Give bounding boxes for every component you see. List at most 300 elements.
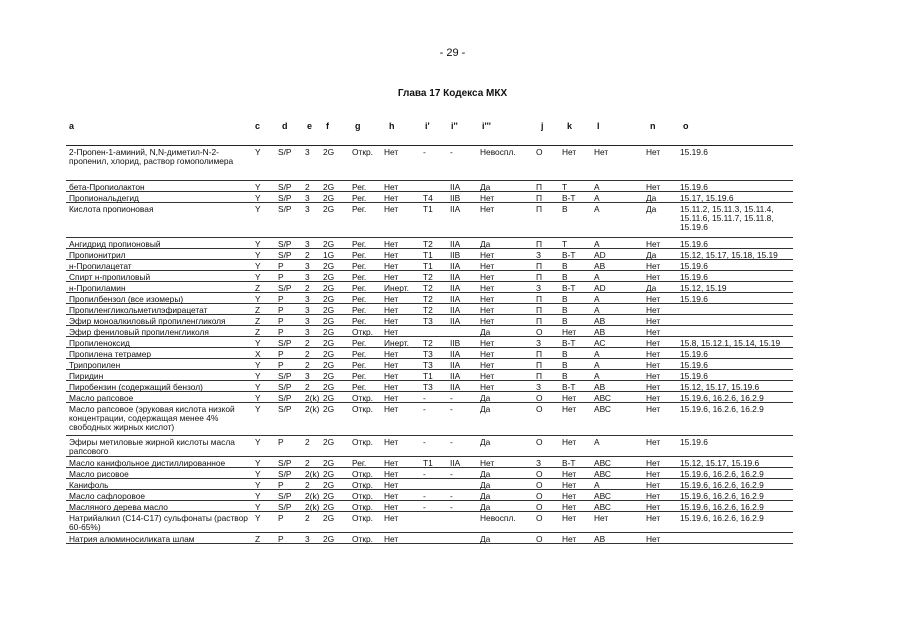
- cell-d: P: [278, 294, 284, 304]
- cell-j: З: [536, 382, 542, 392]
- cell-g: Рег.: [352, 349, 367, 359]
- cell-j: П: [536, 371, 543, 381]
- cell-k: В: [562, 305, 568, 315]
- cell-f: 2G: [323, 193, 335, 203]
- table-row: [66, 370, 793, 381]
- cell-d: P: [278, 534, 284, 544]
- cell-i3: Нет: [480, 272, 495, 282]
- cell-e: 2: [305, 437, 310, 447]
- cell-d: P: [278, 513, 284, 523]
- table-row: [66, 181, 793, 192]
- cell-k: В-Т: [562, 250, 576, 260]
- cell-i3: Нет: [480, 283, 495, 293]
- cell-h: Нет: [384, 502, 399, 512]
- cell-e: 2: [305, 349, 310, 359]
- cell-i3: Нет: [480, 261, 495, 271]
- cell-i2: IIA: [450, 305, 461, 315]
- cell-a: Пропилена тетрамер: [69, 349, 152, 359]
- cell-n: Нет: [646, 458, 661, 468]
- cell-l: АВ: [594, 534, 606, 544]
- cell-n: Да: [646, 283, 657, 293]
- cell-n: Нет: [646, 316, 661, 326]
- cell-e: 3: [305, 261, 310, 271]
- cell-a: Ангидрид пропионовый: [69, 239, 161, 249]
- cell-f: 2G: [323, 327, 335, 337]
- cell-i1: -: [423, 147, 426, 157]
- cell-n: Нет: [646, 371, 661, 381]
- column-header-i2: i'': [451, 121, 458, 131]
- cell-i1: -: [423, 393, 426, 403]
- cell-i2: -: [450, 502, 453, 512]
- table-row: [66, 468, 793, 479]
- cell-a: Эфир моноалкиловый пропиленгликоля: [69, 316, 226, 326]
- cell-c: Y: [255, 239, 261, 249]
- cell-c: Y: [255, 338, 261, 348]
- column-header-j: j: [541, 121, 544, 131]
- cell-k: В: [562, 294, 568, 304]
- cell-k: Нет: [562, 437, 577, 447]
- cell-h: Нет: [384, 272, 399, 282]
- cell-l: АС: [594, 338, 606, 348]
- table-row: [66, 326, 793, 337]
- cell-g: Рег.: [352, 204, 367, 214]
- cell-c: Y: [255, 404, 261, 414]
- cell-o: 15.19.6, 16.2.6, 16.2.9: [680, 491, 764, 501]
- cell-k: Нет: [562, 327, 577, 337]
- column-header-d: d: [282, 121, 288, 131]
- cell-j: О: [536, 480, 543, 490]
- table-row: [66, 457, 793, 468]
- cell-e: 2: [305, 182, 310, 192]
- column-header-h: h: [389, 121, 395, 131]
- cell-a: Эфиры метиловые жирной кислоты масла рапсового: [69, 437, 235, 456]
- cell-k: Нет: [562, 404, 577, 414]
- cell-f: 2G: [323, 272, 335, 282]
- cell-c: Y: [255, 371, 261, 381]
- cell-k: В-Т: [562, 338, 576, 348]
- cell-i3: Да: [480, 393, 491, 403]
- cell-j: З: [536, 250, 542, 260]
- cell-i2: IIA: [450, 182, 461, 192]
- cell-c: Z: [255, 316, 261, 326]
- cell-a: Пропилбензол (все изомеры): [69, 294, 184, 304]
- cell-g: Рег.: [352, 382, 367, 392]
- cell-i3: Да: [480, 469, 491, 479]
- cell-i1: Т3: [423, 382, 433, 392]
- table-row: [66, 392, 793, 403]
- cell-o: 15.19.6, 16.2.6, 16.2.9: [680, 469, 764, 479]
- cell-g: Рег.: [352, 360, 367, 370]
- cell-i1: Т2: [423, 338, 433, 348]
- cell-h: Нет: [384, 327, 399, 337]
- cell-f: 2G: [323, 305, 335, 315]
- cell-k: Нет: [562, 147, 577, 157]
- cell-f: 2G: [323, 371, 335, 381]
- cell-l: АВ: [594, 327, 606, 337]
- table-row: [66, 249, 793, 260]
- cell-g: Рег.: [352, 272, 367, 282]
- cell-g: Рег.: [352, 305, 367, 315]
- cell-o: 15.12, 15.17, 15.19.6: [680, 458, 760, 468]
- cell-c: Y: [255, 382, 261, 392]
- table-row: [66, 238, 793, 249]
- cell-j: О: [536, 147, 543, 157]
- cell-f: 2G: [323, 534, 335, 544]
- cell-d: S/P: [278, 182, 292, 192]
- cell-e: 3: [305, 147, 310, 157]
- cell-d: S/P: [278, 371, 292, 381]
- cell-j: П: [536, 294, 543, 304]
- cell-k: Нет: [562, 480, 577, 490]
- cell-h: Инерт.: [384, 338, 410, 348]
- cell-c: Z: [255, 534, 261, 544]
- cell-i2: -: [450, 147, 453, 157]
- cell-n: Нет: [646, 272, 661, 282]
- cell-g: Откр.: [352, 393, 373, 403]
- cell-d: S/P: [278, 250, 292, 260]
- cell-n: Нет: [646, 294, 661, 304]
- table-row: [66, 192, 793, 203]
- cell-i3: Нет: [480, 371, 495, 381]
- cell-i1: Т1: [423, 261, 433, 271]
- cell-d: S/P: [278, 382, 292, 392]
- cell-n: Нет: [646, 469, 661, 479]
- cell-c: Y: [255, 147, 261, 157]
- cell-n: Нет: [646, 502, 661, 512]
- cell-i2: -: [450, 491, 453, 501]
- cell-h: Нет: [384, 371, 399, 381]
- cell-i2: IIA: [450, 349, 461, 359]
- cell-d: S/P: [278, 393, 292, 403]
- cell-j: О: [536, 404, 543, 414]
- cell-k: Нет: [562, 491, 577, 501]
- cell-n: Нет: [646, 338, 661, 348]
- cell-i3: Да: [480, 480, 491, 490]
- cell-h: Нет: [384, 204, 399, 214]
- cell-e: 2: [305, 480, 310, 490]
- cell-i3: Нет: [480, 360, 495, 370]
- cell-j: П: [536, 272, 543, 282]
- cell-n: Нет: [646, 182, 661, 192]
- cell-c: Y: [255, 250, 261, 260]
- table-row: [66, 490, 793, 501]
- cell-l: AD: [594, 283, 606, 293]
- cell-i1: -: [423, 404, 426, 414]
- cell-i3: Да: [480, 502, 491, 512]
- cell-j: П: [536, 349, 543, 359]
- cell-a: н-Пропилацетат: [69, 261, 132, 271]
- cell-i2: IIA: [450, 204, 461, 214]
- cell-f: 2G: [323, 261, 335, 271]
- cell-i1: Т1: [423, 371, 433, 381]
- cell-d: P: [278, 261, 284, 271]
- cell-h: Нет: [384, 491, 399, 501]
- cell-e: 2(k): [305, 469, 320, 479]
- cell-n: Да: [646, 193, 657, 203]
- cell-d: S/P: [278, 502, 292, 512]
- column-header-f: f: [326, 121, 329, 131]
- cell-j: П: [536, 360, 543, 370]
- cell-c: X: [255, 349, 261, 359]
- page-number: - 29 -: [439, 47, 466, 59]
- cell-a: Масло рапсовое (эруковая кислота низкой концентрации, содержащая менее 4% свободных жирных кислот): [69, 404, 235, 432]
- cell-i1: Т1: [423, 250, 433, 260]
- cell-l: АВС: [594, 502, 611, 512]
- cell-h: Нет: [384, 404, 399, 414]
- cell-a: Пиробензин (содержащий бензол): [69, 382, 203, 392]
- cell-j: З: [536, 458, 542, 468]
- cell-i2: -: [450, 393, 453, 403]
- column-header-n: n: [650, 121, 656, 131]
- cell-e: 2: [305, 250, 310, 260]
- cell-o: 15.19.6: [680, 182, 708, 192]
- table-row: [66, 403, 793, 436]
- cell-k: Т: [562, 239, 568, 249]
- cell-i1: -: [423, 469, 426, 479]
- table-row: [66, 293, 793, 304]
- cell-i3: Нет: [480, 382, 495, 392]
- cell-e: 3: [305, 305, 310, 315]
- cell-h: Нет: [384, 480, 399, 490]
- cell-j: З: [536, 283, 542, 293]
- cell-e: 3: [305, 272, 310, 282]
- cell-l: А: [594, 182, 600, 192]
- cell-l: АВС: [594, 458, 611, 468]
- cell-c: Z: [255, 327, 261, 337]
- cell-l: А: [594, 272, 600, 282]
- cell-k: В: [562, 360, 568, 370]
- cell-a: н-Пропиламин: [69, 283, 126, 293]
- column-header-o: o: [683, 121, 689, 131]
- cell-n: Нет: [646, 239, 661, 249]
- cell-l: А: [594, 239, 600, 249]
- cell-n: Нет: [646, 305, 661, 315]
- cell-g: Рег.: [352, 458, 367, 468]
- table-row: [66, 381, 793, 392]
- cell-o: 15.19.6: [680, 349, 708, 359]
- cell-j: О: [536, 502, 543, 512]
- cell-a: Кислота пропионовая: [69, 204, 154, 214]
- table-row: [66, 337, 793, 348]
- column-header-l: l: [597, 121, 600, 131]
- cell-h: Нет: [384, 437, 399, 447]
- cell-j: П: [536, 182, 543, 192]
- cell-k: В-Т: [562, 193, 576, 203]
- cell-i2: IIA: [450, 360, 461, 370]
- cell-i1: Т2: [423, 239, 433, 249]
- cell-g: Откр.: [352, 327, 373, 337]
- cell-h: Нет: [384, 182, 399, 192]
- cell-a: 2-Пропен-1-аминий, N,N-диметил-N-2-пропенил, хлорид, раствор гомополимера: [69, 147, 234, 166]
- cell-g: Откр.: [352, 437, 373, 447]
- cell-f: 2G: [323, 393, 335, 403]
- cell-e: 3: [305, 534, 310, 544]
- cell-f: 2G: [323, 382, 335, 392]
- cell-e: 2: [305, 360, 310, 370]
- cell-h: Нет: [384, 360, 399, 370]
- cell-k: В: [562, 371, 568, 381]
- cell-i3: Нет: [480, 458, 495, 468]
- cell-f: 2G: [323, 239, 335, 249]
- cell-f: 2G: [323, 404, 335, 414]
- cell-o: 15.19.6, 16.2.6, 16.2.9: [680, 480, 764, 490]
- cell-l: АВС: [594, 393, 611, 403]
- cell-g: Рег.: [352, 250, 367, 260]
- cell-i3: Нет: [480, 305, 495, 315]
- cell-l: А: [594, 480, 600, 490]
- cell-g: Откр.: [352, 491, 373, 501]
- cell-a: Спирт н-пропиловый: [69, 272, 151, 282]
- cell-d: S/P: [278, 458, 292, 468]
- cell-e: 3: [305, 193, 310, 203]
- cell-l: А: [594, 305, 600, 315]
- cell-e: 2(k): [305, 393, 320, 403]
- column-header-a: a: [69, 121, 75, 131]
- column-header-i1: i': [425, 121, 430, 131]
- cell-c: Y: [255, 437, 261, 447]
- cell-i3: Да: [480, 182, 491, 192]
- document-title: Глава 17 Кодекса МКХ: [397, 88, 508, 99]
- cell-i3: Нет: [480, 316, 495, 326]
- cell-f: 2G: [323, 437, 335, 447]
- cell-l: А: [594, 437, 600, 447]
- cell-i1: Т3: [423, 360, 433, 370]
- cell-h: Нет: [384, 316, 399, 326]
- cell-k: В-Т: [562, 382, 576, 392]
- cell-c: Y: [255, 204, 261, 214]
- cell-a: Трипропилен: [69, 360, 121, 370]
- cell-i3: Да: [480, 327, 491, 337]
- cell-i3: Нет: [480, 338, 495, 348]
- cell-l: АВ: [594, 261, 606, 271]
- cell-n: Нет: [646, 147, 661, 157]
- cell-j: З: [536, 338, 542, 348]
- cell-n: Нет: [646, 513, 661, 523]
- cell-k: В-Т: [562, 458, 576, 468]
- cell-d: S/P: [278, 283, 292, 293]
- cell-a: Масло рисовое: [69, 469, 129, 479]
- table-row: [66, 359, 793, 370]
- cell-j: О: [536, 513, 543, 523]
- cell-i1: Т3: [423, 349, 433, 359]
- cell-j: П: [536, 204, 543, 214]
- cell-a: Масло рапсовое: [69, 393, 134, 403]
- cell-c: Y: [255, 272, 261, 282]
- cell-d: P: [278, 327, 284, 337]
- table-row: [66, 260, 793, 271]
- cell-l: АВС: [594, 469, 611, 479]
- cell-k: Нет: [562, 469, 577, 479]
- cell-o: 15.19.6: [680, 147, 708, 157]
- cell-k: В: [562, 316, 568, 326]
- cell-c: Y: [255, 294, 261, 304]
- cell-a: бета-Пропиолактон: [69, 182, 145, 192]
- cell-f: 2G: [323, 316, 335, 326]
- cell-o: 15.19.6, 16.2.6, 16.2.9: [680, 404, 764, 414]
- cell-c: Y: [255, 182, 261, 192]
- column-header-k: k: [567, 121, 573, 131]
- cell-i1: -: [423, 502, 426, 512]
- cell-n: Нет: [646, 261, 661, 271]
- cell-i3: Нет: [480, 349, 495, 359]
- cell-a: Масло канифольное дистиллированное: [69, 458, 226, 468]
- cell-i3: Нет: [480, 250, 495, 260]
- cell-i1: Т2: [423, 272, 433, 282]
- cell-g: Рег.: [352, 283, 367, 293]
- cell-c: Y: [255, 261, 261, 271]
- cell-j: О: [536, 437, 543, 447]
- cell-e: 3: [305, 239, 310, 249]
- cell-h: Нет: [384, 261, 399, 271]
- cell-i2: IIA: [450, 294, 461, 304]
- cell-e: 3: [305, 316, 310, 326]
- cell-i2: IIA: [450, 371, 461, 381]
- cell-h: Нет: [384, 250, 399, 260]
- table-row: [66, 304, 793, 315]
- cell-o: 15.19.6, 16.2.6, 16.2.9: [680, 513, 764, 523]
- cell-f: 2G: [323, 491, 335, 501]
- cell-a: Пропиленгликольметилэфирацетат: [69, 305, 208, 315]
- cell-o: 15.19.6: [680, 360, 708, 370]
- cell-o: 15.19.6, 16.2.6, 16.2.9: [680, 393, 764, 403]
- cell-o: 15.19.6: [680, 294, 708, 304]
- cell-l: А: [594, 360, 600, 370]
- column-headers: [0, 121, 905, 135]
- cell-f: 2G: [323, 147, 335, 157]
- cargo-table: [66, 145, 793, 544]
- cell-c: Y: [255, 480, 261, 490]
- cell-d: P: [278, 349, 284, 359]
- cell-h: Нет: [384, 382, 399, 392]
- cell-l: АВ: [594, 382, 606, 392]
- cell-i3: Да: [480, 404, 491, 414]
- cell-h: Нет: [384, 469, 399, 479]
- cell-o: 15.19.6: [680, 239, 708, 249]
- cell-f: 2G: [323, 513, 335, 523]
- cell-h: Нет: [384, 239, 399, 249]
- cell-f: 2G: [323, 502, 335, 512]
- cell-c: Y: [255, 491, 261, 501]
- cell-d: S/P: [278, 338, 292, 348]
- cell-f: 1G: [323, 250, 335, 260]
- cell-e: 2: [305, 513, 310, 523]
- cell-k: В: [562, 261, 568, 271]
- cell-e: 2(k): [305, 491, 320, 501]
- cell-k: В: [562, 272, 568, 282]
- cell-i2: -: [450, 437, 453, 447]
- cell-i3: Невоспл.: [480, 147, 516, 157]
- cell-n: Нет: [646, 393, 661, 403]
- cell-j: О: [536, 491, 543, 501]
- table-row: [66, 315, 793, 326]
- column-header-i3: i''': [482, 121, 491, 131]
- cell-k: В: [562, 349, 568, 359]
- cell-j: О: [536, 327, 543, 337]
- cell-i2: IIA: [450, 261, 461, 271]
- cell-d: S/P: [278, 491, 292, 501]
- cell-i1: Т2: [423, 283, 433, 293]
- cell-h: Нет: [384, 393, 399, 403]
- cell-o: 15.12, 15.17, 15.19.6: [680, 382, 760, 392]
- cell-i2: IIA: [450, 458, 461, 468]
- cell-d: P: [278, 360, 284, 370]
- cell-n: Нет: [646, 327, 661, 337]
- cell-c: Y: [255, 360, 261, 370]
- cell-f: 2G: [323, 182, 335, 192]
- table-row: [66, 146, 793, 181]
- cell-h: Нет: [384, 534, 399, 544]
- column-header-e: e: [307, 121, 313, 131]
